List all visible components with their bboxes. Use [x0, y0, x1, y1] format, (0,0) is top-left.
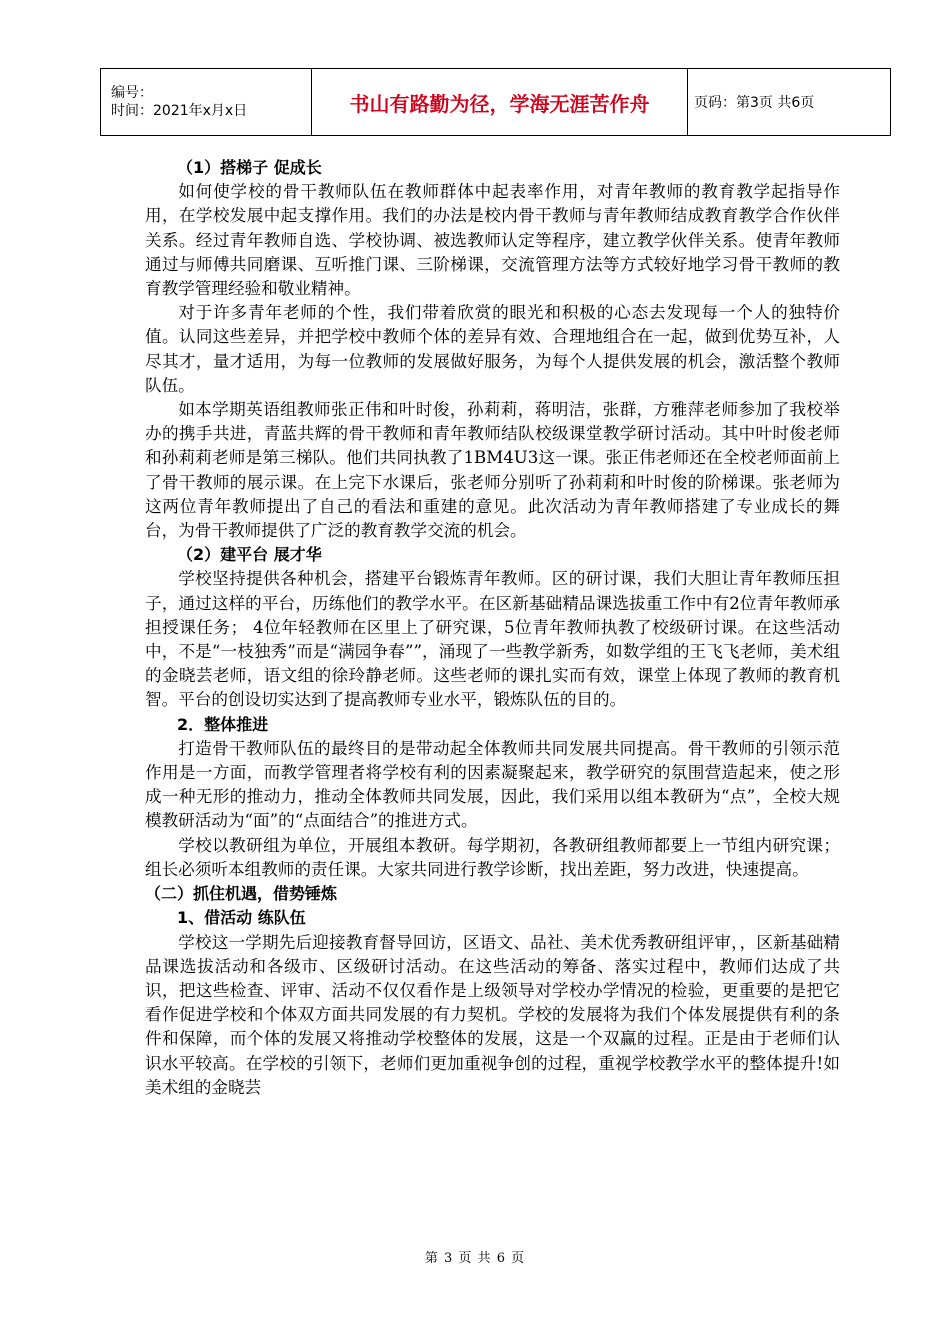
paragraph: 打造骨干教师队伍的最终目的是带动起全体教师共同发展共同提高。骨干教师的引领示范作用是一方面，而教学管理者将学校有利的因素凝聚起来，教学研究的氛围营造起来，使之形成一种无形的推动力，推动全体教师共同发展，因此，我们采用以组本教研为“点”，全校大规模教研活动为“面”的“点面结合”的推进方式。	[145, 738, 840, 831]
paragraph: 如本学期英语组教师张正伟和叶时俊，孙莉莉，蒋明洁，张群，方雅萍老师参加了我校举办的携手共进，青蓝共辉的骨干教师和青年教师结队校级课堂教学研讨活动。其中叶时俊老师和孙莉莉老师是第三梯队。他们共同执教了1BM4U3这一课。张正伟老师还在全校老师面前上了骨干教师的展示课。在上完下水课后，张老师分别听了孙莉莉和叶时俊的阶梯课。张老师为这两位青年教师提出了自己的看法和重建的意见。此次活动为青年教师搭建了专业成长的舞台，为骨干教师提供了广泛的教育教学交流的机会。	[145, 400, 840, 541]
page-footer: 第 3 页 共 6 页	[424, 1251, 526, 1266]
document-body	[145, 156, 840, 1100]
section-heading: 2．整体推进	[177, 714, 269, 734]
number-label: 编号：	[111, 85, 153, 101]
paragraph: 学校以教研组为单位，开展组本教研。每学期初，各教研组教师都要上一节组内研究课；组长必须听本组教师的责任课。大家共同进行教学诊断，找出差距，努力改进，快速提高。	[145, 835, 840, 879]
header-page-info: 页码：第3页 共6页	[688, 69, 891, 136]
paragraph: 学校坚持提供各种机会，搭建平台锻炼青年教师。区的研讨课，我们大胆让青年教师压担子，通过这样的平台，历练他们的教学水平。在区新基础精品课选拔重工作中有2位青年教师承担授课任务； 4位年轻教师在区里上了研究课，5位青年教师执教了校级研讨课。在这些活动中，不是“一枝独秀”而是“满园争春””，涌现了一些教学新秀，如数学组的王飞飞老师，美术组的金晓芸老师，语文组的徐玲静老师。这些老师的课扎实而有效，课堂上体现了教师的教育机智。平台的创设切实达到了提高教师专业水平，锻炼队伍的目的。	[145, 569, 840, 710]
section-heading: （二）抓住机遇，借势锤炼	[145, 884, 338, 904]
time-label: 时间：2021年x月x日	[111, 103, 248, 119]
paragraph: 学校这一学期先后迎接教育督导回访，区语文、品社、美术优秀教研组评审，，区新基础精品课选拔活动和各级市、区级研讨活动。在这些活动的筹备、落实过程中，教师们达成了共识，把这些检查、评审、活动不仅仅看作是上级领导对学校办学情况的检验，更重要的是把它看作促进学校和个体双方面共同发展的有力契机。学校的发展将为我们个体发展提供有利的条件和保障，而个体的发展又将推动学校整体的发展，这是一个双赢的过程。正是由于老师们认识水平较高。在学校的引领下，老师们更加重视争创的过程，重视学校教学水平的整体提升!如美术组的金晓芸	[145, 932, 840, 1097]
header-meta	[101, 69, 312, 136]
paragraph: 如何使学校的骨干教师队伍在教师群体中起表率作用，对青年教师的教育教学起指导作用，在学校发展中起支撑作用。我们的办法是校内骨干教师与青年教师结成教育教学合作伙伴关系。经过青年教师自选、学校协调、被选教师认定等程序，建立教学伙伴关系。使青年教师通过与师傅共同磨课、互听推门课、三阶梯课，交流管理方法等方式较好地学习骨干教师的教育教学管理经验和敬业精神。	[145, 182, 840, 299]
section-heading: 1、借活动 练队伍	[177, 908, 306, 928]
paragraph: 对于许多青年老师的个性，我们带着欣赏的眼光和积极的心态去发现每一个人的独特价值。认同这些差异，并把学校中教师个体的差异有效、合理地组合在一起，做到优势互补，人尽其才，量才适用，为每一位教师的发展做好服务，为每个人提供发展的机会，激活整个教师队伍。	[145, 303, 840, 395]
section-heading: （2）建平台 展才华	[177, 545, 322, 565]
header-motto: 书山有路勤为径，学海无涯苦作舟	[312, 69, 688, 136]
header-table	[100, 68, 891, 136]
section-heading: （1）搭梯子 促成长	[177, 158, 322, 177]
